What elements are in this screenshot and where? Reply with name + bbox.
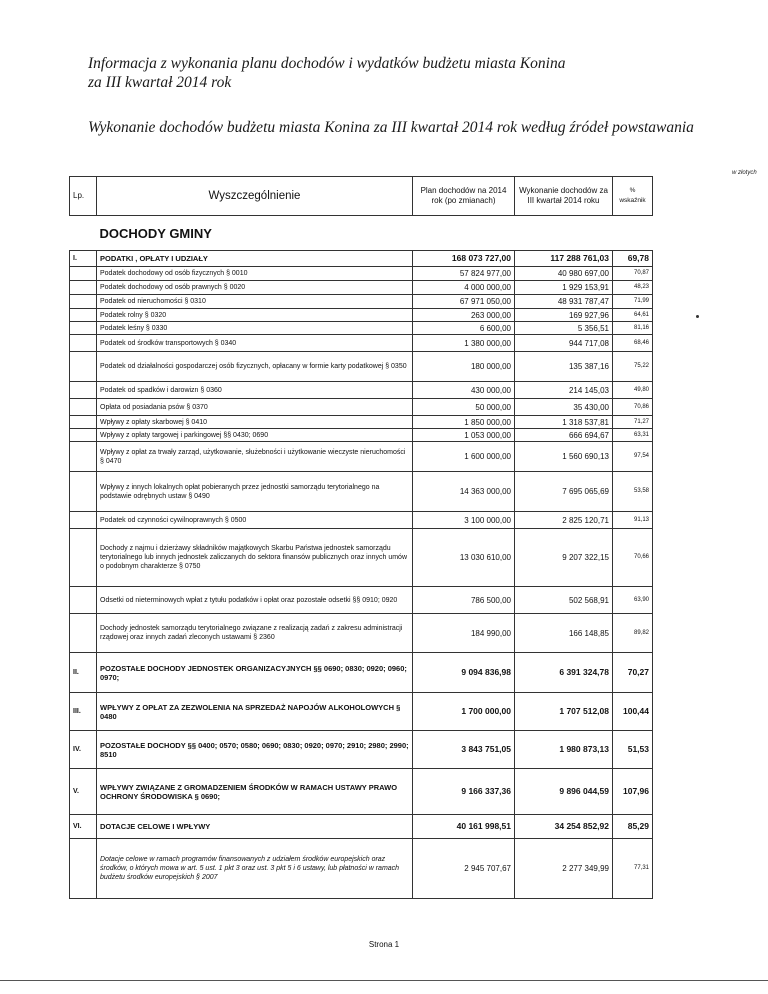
row-percent: 63,31 [613,429,653,442]
row-description: Podatek od działalności gospodarczej osób fizycznych, opłacany w formie karty podatkowej § 0350 [97,352,413,382]
table-header-row [70,177,653,216]
row-exec-value: 40 980 697,00 [515,267,613,281]
table-row [70,429,653,442]
row-lp [70,267,97,281]
row-percent: 48,23 [613,281,653,295]
row-plan-value: 1 600 000,00 [413,442,515,472]
row-exec-value: 5 356,51 [515,322,613,335]
table-row [70,693,653,731]
row-exec-value: 2 277 349,99 [515,839,613,899]
row-lp [70,442,97,472]
row-plan-value: 14 363 000,00 [413,472,515,512]
table-row [70,399,653,416]
row-plan-value: 3 843 751,05 [413,731,515,769]
row-exec-value: 1 560 690,13 [515,442,613,472]
row-plan-value: 263 000,00 [413,309,515,322]
table-row [70,352,653,382]
header-exec: Wykonanie dochodów za III kwartał 2014 roku [515,177,613,216]
row-plan-value: 430 000,00 [413,382,515,399]
row-exec-value: 135 387,16 [515,352,613,382]
row-exec-value: 502 568,91 [515,587,613,614]
row-plan-value: 1 380 000,00 [413,335,515,352]
row-plan-value: 6 600,00 [413,322,515,335]
section-title: DOCHODY GMINY [97,216,653,251]
row-description: WPŁYWY Z OPŁAT ZA ZEZWOLENIA NA SPRZEDAŻ NAPOJÓW ALKOHOLOWYCH § 0480 [97,693,413,731]
table-row [70,769,653,815]
title-line-2: za III kwartał 2014 rok [88,74,232,91]
table-row [70,614,653,653]
row-percent: 100,44 [613,693,653,731]
row-exec-value: 944 717,08 [515,335,613,352]
row-description: Wpływy z opłaty skarbowej § 0410 [97,416,413,429]
row-percent: 70,27 [613,653,653,693]
row-plan-value: 9 094 836,98 [413,653,515,693]
table-row [70,335,653,352]
row-lp [70,587,97,614]
table-row [70,815,653,839]
row-plan-value: 1 053 000,00 [413,429,515,442]
row-description: Wpływy z innych lokalnych opłat pobieranych przez jednostki samorządu terytorialnego na podstawie odrębnych ustaw § 0490 [97,472,413,512]
row-percent: 81,16 [613,322,653,335]
row-exec-value: 169 927,96 [515,309,613,322]
table-row [70,512,653,529]
row-percent: 71,27 [613,416,653,429]
row-plan-value: 168 073 727,00 [413,251,515,267]
row-lp [70,416,97,429]
row-exec-value: 666 694,67 [515,429,613,442]
row-percent: 49,80 [613,382,653,399]
row-lp: V. [70,769,97,815]
row-lp: III. [70,693,97,731]
page-footer: Strona 1 [368,940,400,949]
row-plan-value: 50 000,00 [413,399,515,416]
table-row [70,472,653,512]
row-plan-value: 1 850 000,00 [413,416,515,429]
row-exec-value: 1 318 537,81 [515,416,613,429]
row-exec-value: 9 207 322,15 [515,529,613,587]
table-row [70,309,653,322]
row-percent: 71,99 [613,295,653,309]
row-lp [70,472,97,512]
row-exec-value: 34 254 852,92 [515,815,613,839]
row-lp: IV. [70,731,97,769]
table-row [70,839,653,899]
row-exec-value: 214 145,03 [515,382,613,399]
row-description: POZOSTAŁE DOCHODY §§ 0400; 0570; 0580; 0690; 0830; 0920; 0970; 2910; 2980; 2990; 8510 [97,731,413,769]
header-pct: % wskaźnik [613,177,653,216]
row-plan-value: 3 100 000,00 [413,512,515,529]
scan-dot [696,315,699,318]
row-lp [70,529,97,587]
row-exec-value: 166 148,85 [515,614,613,653]
header-lp: Lp. [70,177,97,216]
table-row [70,281,653,295]
row-lp [70,429,97,442]
table-row [70,731,653,769]
row-percent: 97,54 [613,442,653,472]
table-row [70,416,653,429]
unit-label: w złotych [732,170,757,176]
row-lp: II. [70,653,97,693]
row-percent: 85,29 [613,815,653,839]
row-plan-value: 1 700 000,00 [413,693,515,731]
row-lp [70,309,97,322]
row-lp [70,614,97,653]
document-subtitle: Wykonanie dochodów budżetu miasta Konina za III kwartał 2014 rok według źródeł powstawania [88,119,694,136]
row-description: Podatek dochodowy od osób prawnych § 0020 [97,281,413,295]
table-row [70,587,653,614]
table-row [70,251,653,267]
row-plan-value: 180 000,00 [413,352,515,382]
row-description: Podatek od środków transportowych § 0340 [97,335,413,352]
row-lp [70,382,97,399]
row-exec-value: 1 929 153,91 [515,281,613,295]
row-description: POZOSTAŁE DOCHODY JEDNOSTEK ORGANIZACYJNYCH §§ 0690; 0830; 0920; 0960; 0970; [97,653,413,693]
row-percent: 64,61 [613,309,653,322]
row-description: Dochody z najmu i dzierżawy składników majątkowych Skarbu Państwa jednostek samorządu terytorialnego lub innych jednostek zaliczanych do sektora finansów publicznych oraz innych umów o podobnym charakterze § 0750 [97,529,413,587]
table-row [70,267,653,281]
row-exec-value: 2 825 120,71 [515,512,613,529]
row-percent: 70,66 [613,529,653,587]
row-percent: 89,82 [613,614,653,653]
row-description: Opłata od posiadania psów § 0370 [97,399,413,416]
table-row [70,653,653,693]
row-percent: 53,58 [613,472,653,512]
row-plan-value: 2 945 707,67 [413,839,515,899]
row-description: PODATKI , OPŁATY I UDZIAŁY [97,251,413,267]
row-percent: 107,96 [613,769,653,815]
title-line-1: Informacja z wykonania planu dochodów i wydatków budżetu miasta Konina [88,55,566,72]
row-exec-value: 6 391 324,78 [515,653,613,693]
row-description: Podatek dochodowy od osób fizycznych § 0010 [97,267,413,281]
table-row [70,382,653,399]
table-row [70,295,653,309]
row-lp [70,839,97,899]
row-description: Wpływy z opłat za trwały zarząd, użytkowanie, służebności i użytkowanie wieczyste nieruchomości § 0470 [97,442,413,472]
scan-edge-line [0,980,768,981]
row-plan-value: 184 990,00 [413,614,515,653]
row-lp [70,399,97,416]
row-plan-value: 786 500,00 [413,587,515,614]
row-exec-value: 1 980 873,13 [515,731,613,769]
row-description: DOTACJE CELOWE I WPŁYWY [97,815,413,839]
row-lp [70,335,97,352]
row-exec-value: 7 695 065,69 [515,472,613,512]
row-exec-value: 1 707 512,08 [515,693,613,731]
row-lp [70,512,97,529]
row-description: WPŁYWY ZWIĄZANE Z GROMADZENIEM ŚRODKÓW W RAMACH USTAWY PRAWO OCHRONY ŚRODOWISKA § 0690; [97,769,413,815]
row-description: Podatek leśny § 0330 [97,322,413,335]
row-lp: I. [70,251,97,267]
row-percent: 77,31 [613,839,653,899]
header-name: Wyszczególnienie [97,177,413,216]
row-lp [70,352,97,382]
row-plan-value: 13 030 610,00 [413,529,515,587]
row-exec-value: 48 931 787,47 [515,295,613,309]
row-description: Wpływy z opłaty targowej i parkingowej §§ 0430; 0690 [97,429,413,442]
row-exec-value: 117 288 761,03 [515,251,613,267]
row-description: Dotacje celowe w ramach programów finansowanych z udziałem środków europejskich oraz środków, o których mowa w art. 5 ust. 1 pkt 3 oraz ust. 3 pkt 5 i 6 ustawy, lub płatności w ramach budżetu środków europejskich § 2007 [97,839,413,899]
section-row [70,216,653,251]
row-description: Podatek rolny § 0320 [97,309,413,322]
row-description: Podatek od czynności cywilnoprawnych § 0500 [97,512,413,529]
document-title [88,54,648,92]
row-plan-value: 4 000 000,00 [413,281,515,295]
row-plan-value: 9 166 337,36 [413,769,515,815]
row-percent: 91,13 [613,512,653,529]
row-description: Odsetki od nieterminowych wpłat z tytułu podatków i opłat oraz pozostałe odsetki §§ 0910; 0920 [97,587,413,614]
table-row [70,322,653,335]
row-percent: 51,53 [613,731,653,769]
row-percent: 68,46 [613,335,653,352]
row-exec-value: 9 896 044,59 [515,769,613,815]
row-percent: 70,87 [613,267,653,281]
row-description: Podatek od nieruchomości § 0310 [97,295,413,309]
table-row [70,442,653,472]
revenue-table [69,176,653,899]
row-lp [70,281,97,295]
row-percent: 75,22 [613,352,653,382]
row-description: Podatek od spadków i darowizn § 0360 [97,382,413,399]
row-percent: 69,78 [613,251,653,267]
table-row [70,529,653,587]
row-plan-value: 40 161 998,51 [413,815,515,839]
header-plan: Plan dochodów na 2014 rok (po zmianach) [413,177,515,216]
row-description: Dochody jednostek samorządu terytorialnego związane z realizacją zadań z zakresu administracji rządowej oraz innych zadań zleconych ustawami § 2360 [97,614,413,653]
row-plan-value: 67 971 050,00 [413,295,515,309]
row-percent: 70,86 [613,399,653,416]
row-percent: 63,90 [613,587,653,614]
row-lp [70,295,97,309]
row-lp [70,322,97,335]
row-exec-value: 35 430,00 [515,399,613,416]
row-lp: VI. [70,815,97,839]
row-plan-value: 57 824 977,00 [413,267,515,281]
